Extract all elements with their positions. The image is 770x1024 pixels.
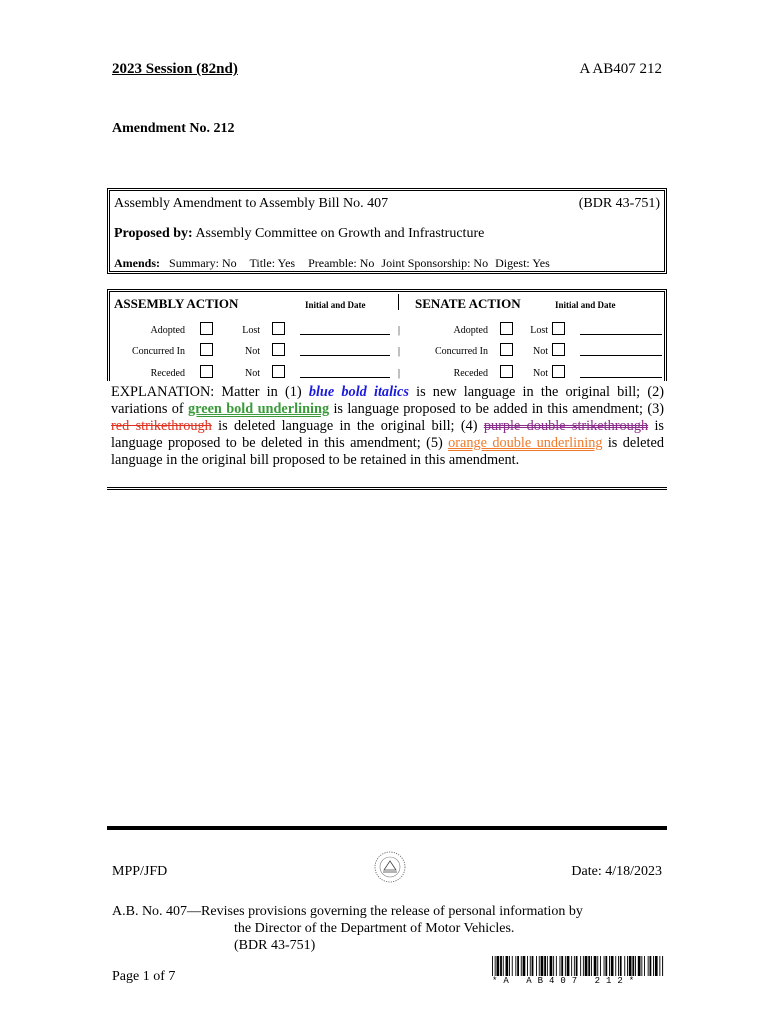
document-id: A AB407 212 [579, 61, 662, 77]
barcode-bar [539, 956, 540, 976]
barcode-bar [662, 956, 663, 976]
barcode-bar [509, 956, 510, 976]
barcode-bar [615, 956, 616, 976]
barcode-icon [492, 956, 664, 976]
barcode-bar [580, 956, 581, 976]
bill-summary [112, 903, 672, 954]
amendment-number: Amendment No. 212 [112, 121, 235, 136]
purple-sample: purple double strikethrough [483, 418, 649, 434]
assembly-adopted-checkbox[interactable] [200, 322, 213, 335]
assembly-receded-label: Receded [150, 368, 185, 379]
barcode-bar [503, 956, 504, 976]
bdr-number: (BDR 43-751) [578, 196, 660, 211]
barcode-bar [635, 956, 636, 976]
page-number: Page 1 of 7 [112, 969, 176, 984]
barcode-text: *A AB407 212* [492, 976, 641, 986]
barcode-bar [515, 956, 516, 976]
blue-sample: blue bold italics [308, 384, 409, 400]
footer-rule [107, 826, 667, 830]
barcode-bar [638, 956, 641, 976]
assembly-receded-checkbox[interactable] [200, 365, 213, 378]
senate-concurred-label: Concurred In [434, 346, 488, 357]
barcode-bar [574, 956, 575, 976]
barcode-bar [553, 956, 554, 976]
amendment-title: Assembly Amendment to Assembly Bill No. 407 [114, 196, 389, 211]
barcode-bar [497, 956, 500, 976]
pipe: | [398, 346, 401, 357]
senate-initial-line [580, 334, 662, 335]
barcode-bar [655, 956, 658, 976]
assembly-adopted-label: Adopted [150, 325, 185, 336]
senate-not-label-2: Not [533, 368, 548, 379]
amends-digest: Digest: Yes [495, 256, 550, 270]
assembly-action-title: ASSEMBLY ACTION [114, 296, 239, 311]
barcode-bar [650, 956, 652, 976]
amends-summary: Summary: No [169, 256, 237, 270]
barcode-bar [532, 956, 534, 976]
senate-receded-label: Receded [453, 368, 488, 379]
assembly-concurred-checkbox[interactable] [200, 343, 213, 356]
assembly-not-label-2: Not [245, 368, 260, 379]
barcode-bar [541, 956, 544, 976]
column-separator [398, 294, 399, 310]
barcode-bar [544, 956, 546, 976]
barcode-bar [585, 956, 588, 976]
assembly-not-checkbox[interactable] [272, 343, 285, 356]
proposed-by: Proposed by: Assembly Committee on Growth and Infrastructure [114, 226, 485, 241]
explanation-text: EXPLANATION: Matter in (1) blue bold italics is new language in the original bill; (2) variations of green bold underlining is language proposed to be added in this amendment; (3) red strikethrough is deleted language in the original bill; (4) purple double strikethrough is language proposed to be deleted in this amendment; (5) orange double underlining is deleted language in the original bill proposed to be retained in this amendment. [111, 384, 664, 468]
senate-initial-line [580, 377, 662, 378]
senate-concurred-checkbox[interactable] [500, 343, 513, 356]
barcode-bar [624, 956, 625, 976]
barcode-bar [550, 956, 553, 976]
senate-adopted-label: Adopted [453, 325, 488, 336]
barcode-bar [609, 956, 610, 976]
assembly-initial-line [300, 377, 390, 378]
barcode-bar [495, 956, 496, 976]
senate-initial-date: Initial and Date [555, 300, 616, 310]
senate-not-label: Not [533, 346, 548, 357]
barcode-bar [591, 956, 592, 976]
barcode-bar [611, 956, 614, 976]
amends-title: Title: Yes [249, 256, 296, 270]
barcode-bar [536, 956, 537, 976]
amendment-date: Date: 4/18/2023 [571, 864, 662, 879]
senate-initial-line [580, 355, 662, 356]
barcode-bar [492, 956, 493, 976]
barcode-bar [512, 956, 513, 976]
barcode-bar [641, 956, 642, 976]
barcode-bar [500, 956, 502, 976]
amendment-info-box [107, 188, 667, 274]
barcode-bar [604, 956, 605, 976]
pipe: | [398, 325, 401, 336]
barcode-bar [600, 956, 601, 976]
barcode-bar [527, 956, 528, 976]
session-title: 2023 Session (82nd) [112, 61, 238, 77]
amends-preamble: Preamble: No [308, 256, 375, 270]
barcode-bar [561, 956, 563, 976]
barcode-bar [629, 956, 632, 976]
barcode-bar [506, 956, 509, 976]
barcode-bar [560, 956, 561, 976]
assembly-concurred-label: Concurred In [131, 346, 185, 357]
senate-lost-label: Lost [530, 325, 548, 336]
assembly-not-checkbox-2[interactable] [272, 365, 285, 378]
barcode-bar [588, 956, 590, 976]
orange-sample: orange double underlining [448, 435, 603, 451]
barcode-bar [644, 956, 645, 976]
senate-not-checkbox-2[interactable] [552, 365, 565, 378]
assembly-initial-line [300, 355, 390, 356]
assembly-not-label: Not [245, 346, 260, 357]
barcode-bar [576, 956, 578, 976]
state-seal-icon [373, 850, 407, 884]
barcode-bar [523, 956, 526, 976]
barcode-bar [648, 956, 649, 976]
senate-action-title: SENATE ACTION [415, 296, 521, 311]
barcode-bar [556, 956, 557, 976]
bill-summary-line-3: (BDR 43-751) [234, 938, 316, 953]
senate-adopted-checkbox[interactable] [500, 322, 513, 335]
barcode-bar [659, 956, 660, 976]
assembly-lost-label: Lost [242, 325, 260, 336]
barcode-bar [627, 956, 628, 976]
pipe: | [398, 368, 401, 379]
senate-receded-checkbox[interactable] [500, 365, 513, 378]
barcode-bar [517, 956, 519, 976]
action-table [107, 289, 667, 381]
barcode-bar [632, 956, 634, 976]
amends-joint: Joint Sponsorship: No [381, 256, 489, 270]
barcode-bar [530, 956, 531, 976]
barcode-bar [583, 956, 584, 976]
barcode-bar [605, 956, 607, 976]
bill-summary-line-2: the Director of the Department of Motor Vehicles. [234, 921, 515, 936]
barcode-bar [521, 956, 522, 976]
barcode-bar [618, 956, 619, 976]
senate-lost-checkbox[interactable] [552, 322, 565, 335]
barcode-bar [547, 956, 548, 976]
bill-summary-line-1: A.B. No. 407—Revises provisions governing the release of personal information by [112, 904, 583, 919]
drafter-initials: MPP/JFD [112, 864, 168, 879]
barcode-bar [597, 956, 598, 976]
barcode-bar [567, 956, 570, 976]
assembly-initial-line [300, 334, 390, 335]
assembly-initial-date: Initial and Date [305, 300, 366, 310]
senate-not-checkbox[interactable] [552, 343, 565, 356]
barcode-bar [620, 956, 622, 976]
assembly-lost-checkbox[interactable] [272, 322, 285, 335]
barcode-bar [653, 956, 654, 976]
barcode-bar [594, 956, 597, 976]
red-sample: red strikethrough [111, 418, 212, 434]
explanation-bottom-rule [107, 487, 667, 493]
barcode-bar [565, 956, 566, 976]
amends-line: Amends: Summary: No Title: Yes Preamble: No Joint Sponsorship: No Digest: Yes [114, 256, 550, 270]
barcode-bar [571, 956, 572, 976]
green-sample: green bold underlining [187, 401, 330, 417]
